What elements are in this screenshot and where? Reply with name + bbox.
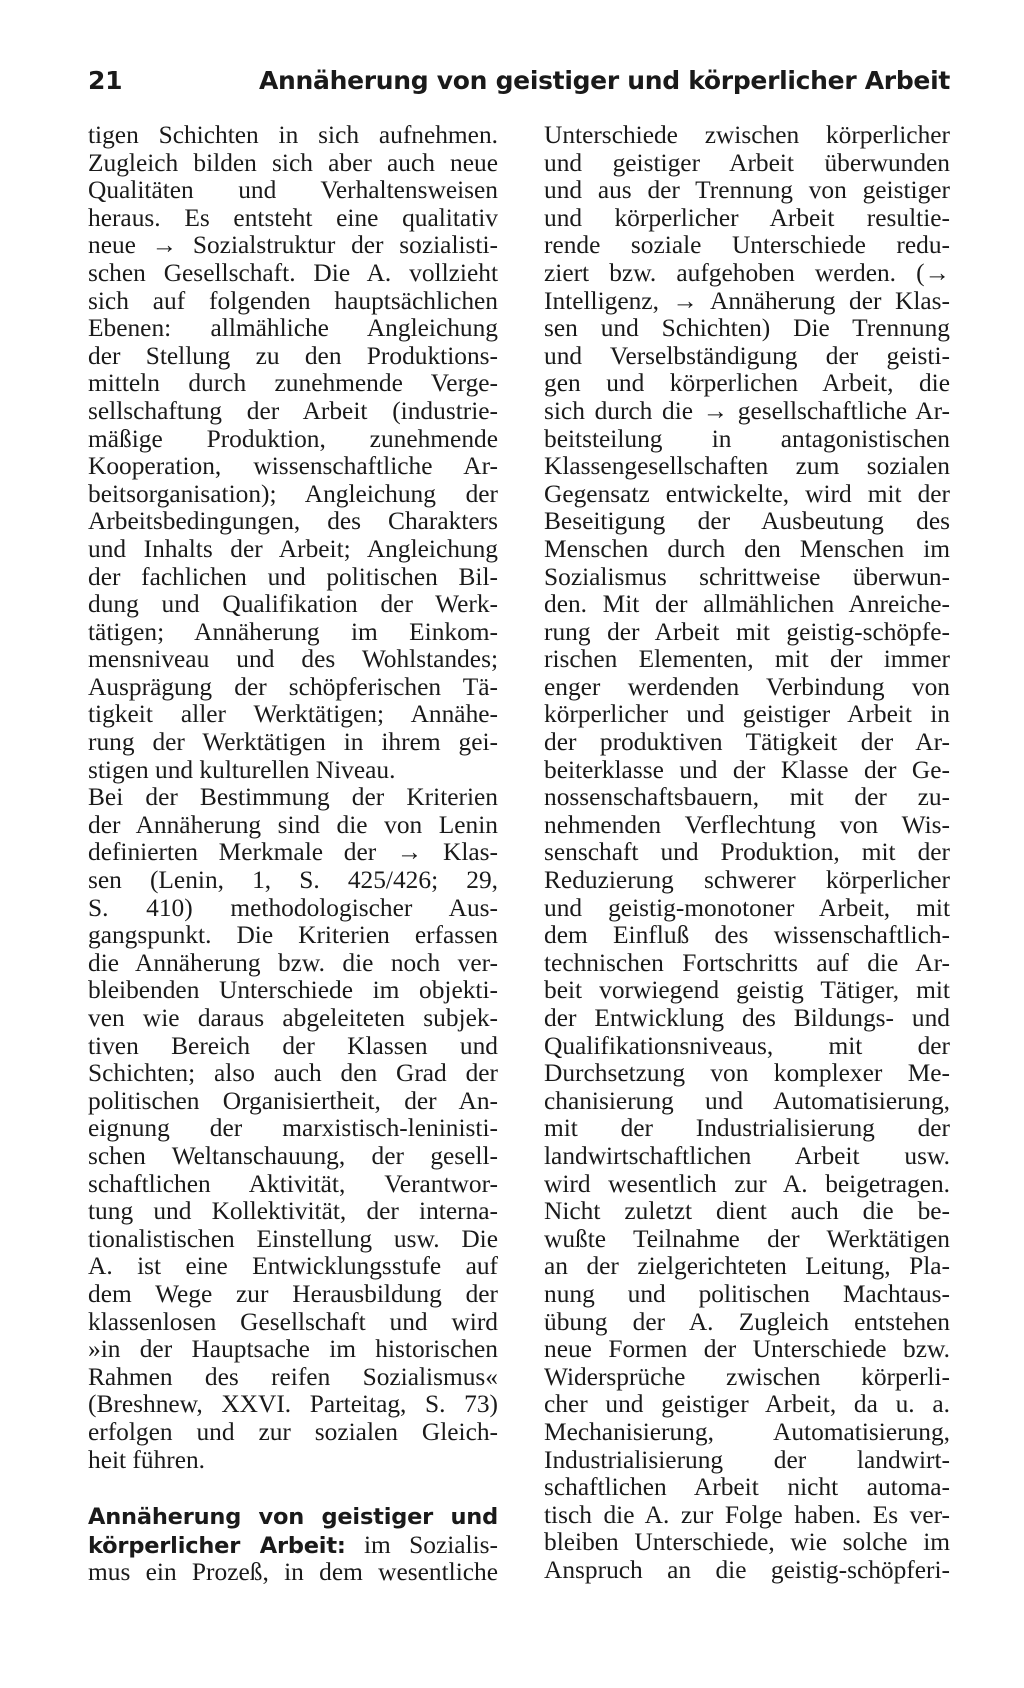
text-line: der Annäherung sind die von Lenin <box>88 810 498 839</box>
text-line: tiven Bereich der Klassen und <box>88 1031 498 1060</box>
text-line: bleibenden Unterschiede im objekti- <box>88 976 498 1005</box>
text-line: tung und Kollektivität, der interna- <box>88 1197 498 1226</box>
text-line: schen Weltanschauung, der gesell- <box>88 1141 498 1170</box>
text-line: S. 410) methodologischer Aus- <box>88 893 498 922</box>
text-line: körperlicher und geistiger Arbeit in <box>544 700 950 729</box>
text-line: wußte Teilnahme der Werktätigen <box>544 1224 950 1253</box>
text-line: und geistig-monotoner Arbeit, mit <box>544 893 950 922</box>
text-line: wird wesentlich zur A. beigetragen. <box>544 1169 950 1198</box>
text-line: erfolgen und zur sozialen Gleich- <box>88 1417 498 1446</box>
text-line: sen und Schichten) Die Trennung <box>544 314 950 343</box>
text-line: dung und Qualifikation der Werk- <box>88 590 498 619</box>
text-line: nossenschaftsbauern, mit der zu- <box>544 783 950 812</box>
text-line: landwirtschaftlichen Arbeit usw. <box>544 1141 950 1170</box>
text-line: Mechanisierung, Automatisierung, <box>544 1417 950 1446</box>
text-line: definierten Merkmale der → Klas- <box>88 838 498 867</box>
text-line: der produktiven Tätigkeit der Ar- <box>544 728 950 757</box>
text-line: nehmenden Verflechtung von Wis- <box>544 810 950 839</box>
text-line: Qualifikationsniveaus, mit der <box>544 1031 950 1060</box>
text-line: mitteln durch zunehmende Verge- <box>88 369 498 398</box>
text-line: Menschen durch den Menschen im <box>544 534 950 563</box>
text-line: dem Wege zur Herausbildung der <box>88 1279 498 1308</box>
entry-headword-line-2: körperlicher Arbeit: <box>88 1532 346 1559</box>
text-line: rischen Elementen, mit der immer <box>544 645 950 674</box>
text-line: der Entwicklung des Bildungs- und <box>544 1004 950 1032</box>
text-line: gen und körperlichen Arbeit, die <box>544 369 950 398</box>
text-line: Intelligenz, → Annäherung der Klas- <box>544 286 950 315</box>
entry-headword-line-1: Annäherung von geistiger und <box>88 1504 498 1531</box>
text-line: Ebenen: allmähliche Angleichung <box>88 314 498 343</box>
text-line: an der zielgerichteten Leitung, Pla- <box>544 1252 950 1281</box>
text-line: sen (Lenin, 1, S. 425/426; 29, <box>88 866 498 895</box>
text-line: übung der A. Zugleich entstehen <box>544 1307 950 1336</box>
text-line: schaftlichen Aktivität, Verantwor- <box>88 1169 498 1198</box>
text-line: Beseitigung der Ausbeutung des <box>544 507 950 536</box>
text-line: beitsteilung in antagonistischen <box>544 424 950 453</box>
text-line: und körperlicher Arbeit resultie- <box>544 203 950 232</box>
text-line: heit führen. <box>88 1445 206 1474</box>
entry-spacer <box>88 1474 498 1504</box>
text-line: Arbeitsbedingungen, des Charakters <box>88 507 498 536</box>
paragraph-1 <box>88 122 498 784</box>
text-line: Industrialisierung der landwirt- <box>544 1445 950 1474</box>
text-line: sich auf folgenden hauptsächlichen <box>88 286 498 315</box>
text-line: enger werdenden Verbindung von <box>544 672 950 701</box>
text-line: neue → Sozialstruktur der sozialisti- <box>88 231 498 260</box>
page-header <box>88 66 950 106</box>
text-line: Durchsetzung von komplexer Me- <box>544 1059 950 1088</box>
text-line: tätigen; Annäherung im Einkom- <box>88 617 498 646</box>
text-line: beit vorwiegend geistig Tätiger, mit <box>544 976 950 1005</box>
text-line: und Inhalts der Arbeit; Angleichung <box>88 534 498 563</box>
text-line: und geistiger Arbeit überwunden <box>544 148 950 177</box>
text-line: sellschaftung der Arbeit (industrie- <box>88 396 498 425</box>
text-line: chanisierung und Automatisierung, <box>544 1086 950 1115</box>
text-line: der Stellung zu den Produktions- <box>88 341 498 370</box>
right-column <box>544 122 950 1584</box>
text-line: schen Gesellschaft. Die A. vollzieht <box>88 258 498 287</box>
text-line: der fachlichen und politischen Bil- <box>88 562 498 591</box>
text-line: senschaft und Produktion, mit der <box>544 838 950 867</box>
text-line: Rahmen des reifen Sozialismus« <box>88 1362 498 1391</box>
text-line: Ausprägung der schöpferischen Tä- <box>88 672 498 701</box>
text-line: ziert bzw. aufgehoben werden. (→ <box>544 258 950 287</box>
text-line: gangspunkt. Die Kriterien erfassen <box>88 921 498 950</box>
text-line: Gegensatz entwickelte, wird mit der <box>544 479 950 508</box>
text-line: Sozialismus schrittweise überwun- <box>544 562 950 591</box>
text-line: ven wie daraus abgeleiteten subjek- <box>88 1004 498 1032</box>
text-line: schaftlichen Arbeit nicht automa- <box>544 1473 950 1502</box>
text-line: tigkeit aller Werktätigen; Annähe- <box>88 700 498 729</box>
text-line: Reduzierung schwerer körperlicher <box>544 866 950 895</box>
paragraph-2 <box>88 784 498 1474</box>
text-line: stigen und kulturellen Niveau. <box>88 755 396 784</box>
page-number: 21 <box>88 66 123 95</box>
entry-line-3: mus ein Prozeß, in dem wesentliche <box>88 1558 498 1587</box>
text-line: und aus der Trennung von geistiger <box>544 176 950 205</box>
text-line: und Verselbständigung der geisti- <box>544 341 950 370</box>
text-line: technischen Fortschritts auf die Ar- <box>544 948 950 977</box>
text-line: Unterschiede zwischen körperlicher <box>544 121 950 149</box>
running-head: Annäherung von geistiger und körperlicher Arbeit <box>259 66 950 95</box>
text-line: Qualitäten und Verhaltensweisen <box>88 176 498 205</box>
entry-line-2 <box>88 1532 498 1560</box>
text-line: politischen Organisiertheit, der An- <box>88 1086 498 1115</box>
text-line: rende soziale Unterschiede redu- <box>544 231 950 260</box>
dictionary-entry <box>88 1504 498 1587</box>
text-line: Bei der Bestimmung der Kriterien <box>88 783 498 812</box>
left-column <box>88 122 498 1587</box>
text-line: die Annäherung bzw. die noch ver- <box>88 948 498 977</box>
text-line: mit der Industrialisierung der <box>544 1114 950 1143</box>
text-line: tigen Schichten in sich aufnehmen. <box>88 121 498 149</box>
text-line: mensniveau und des Wohlstandes; <box>88 645 498 674</box>
text-line: heraus. Es entsteht eine qualitativ <box>88 203 498 232</box>
text-line: tionalistischen Einstellung usw. Die <box>88 1224 498 1253</box>
text-line: sich durch die → gesellschaftliche Ar- <box>544 396 950 425</box>
text-line: neue Formen der Unterschiede bzw. <box>544 1335 950 1364</box>
text-line: mäßige Produktion, zunehmende <box>88 424 498 453</box>
entry-definition-start: im Sozialis- <box>345 1530 498 1559</box>
text-line: (Breshnew, XXVI. Parteitag, S. 73) <box>88 1390 498 1419</box>
text-line: tisch die A. zur Folge haben. Es ver- <box>544 1500 950 1529</box>
text-line: Kooperation, wissenschaftliche Ar- <box>88 452 498 481</box>
text-line: Klassengesellschaften zum sozialen <box>544 452 950 481</box>
text-line: rung der Arbeit mit geistig-schöpfe- <box>544 617 950 646</box>
text-line: Anspruch an die geistig-schöpferi- <box>544 1555 950 1584</box>
text-line: klassenlosen Gesellschaft und wird <box>88 1307 498 1336</box>
text-line: nung und politischen Machtaus- <box>544 1279 950 1308</box>
text-line: Zugleich bilden sich aber auch neue <box>88 148 498 177</box>
text-line: den. Mit der allmählichen Anreiche- <box>544 590 950 619</box>
text-line: »in der Hauptsache im historischen <box>88 1335 498 1364</box>
text-line: beiterklasse und der Klasse der Ge- <box>544 755 950 784</box>
text-line: cher und geistiger Arbeit, da u. a. <box>544 1390 950 1419</box>
text-line: eignung der marxistisch-leninisti- <box>88 1114 498 1143</box>
text-line: Nicht zuletzt dient auch die be- <box>544 1197 950 1226</box>
text-line: beitsorganisation); Angleichung der <box>88 479 498 508</box>
text-line: bleiben Unterschiede, wie solche im <box>544 1528 950 1557</box>
text-line: A. ist eine Entwicklungsstufe auf <box>88 1252 498 1281</box>
text-line: dem Einfluß des wissenschaftlich- <box>544 921 950 950</box>
text-line: rung der Werktätigen in ihrem gei- <box>88 728 498 757</box>
text-line: Widersprüche zwischen körperli- <box>544 1362 950 1391</box>
text-line: Schichten; also auch den Grad der <box>88 1059 498 1088</box>
